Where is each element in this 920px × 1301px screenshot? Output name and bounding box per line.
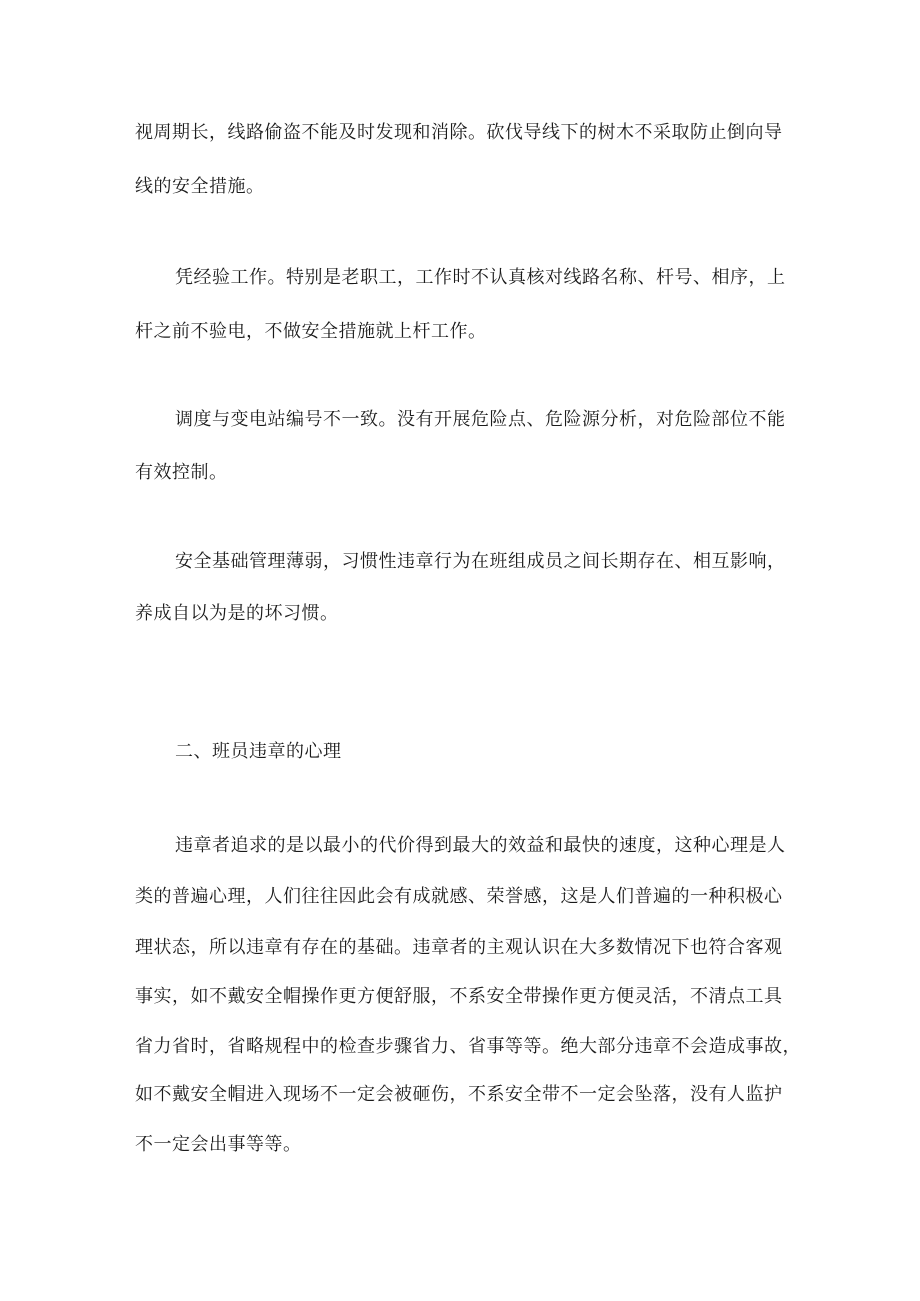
paragraph-line: 如不戴安全帽进入现场不一定会被砸伤，不系安全带不一定会坠落，没有人监护 (135, 1084, 783, 1105)
paragraph-line: 省力省时，省略规程中的检查步骤省力、省事等等。绝大部分违章不会造成事故， (135, 1036, 801, 1057)
paragraph-line: 养成自以为是的坏习惯。 (135, 603, 339, 624)
paragraph-line: 事实，如不戴安全帽操作更方便舒服，不系安全带操作更方便灵活，不清点工具 (135, 986, 783, 1007)
paragraph-line: 理状态，所以违章有存在的基础。违章者的主观认识在大多数情况下也符合客观 (135, 937, 783, 958)
paragraph-line: 安全基础管理薄弱，习惯性违章行为在班组成员之间长期存在、相互影响， (175, 551, 786, 572)
paragraph-line: 视周期长，线路偷盗不能及时发现和消除。砍伐导线下的树木不采取防止倒向导 (135, 122, 783, 143)
paragraph-line: 调度与变电站编号不一致。没有开展危险点、危险源分析，对危险部位不能 (175, 409, 786, 430)
section-heading: 二、班员违章的心理 (175, 741, 342, 762)
paragraph-line: 不一定会出事等等。 (135, 1134, 302, 1155)
paragraph-line: 杆之前不验电，不做安全措施就上杆工作。 (135, 321, 487, 342)
paragraph-line: 有效控制。 (135, 462, 228, 483)
paragraph-line: 违章者追求的是以最小的代价得到最大的效益和最快的速度，这种心理是人 (175, 835, 786, 856)
paragraph-line: 线的安全措施。 (135, 176, 265, 197)
paragraph-line: 类的普遍心理，人们往往因此会有成就感、荣誉感，这是人们普遍的一种积极心 (135, 886, 783, 907)
paragraph-line: 凭经验工作。特别是老职工，工作时不认真核对线路名称、杆号、相序，上 (175, 267, 786, 288)
